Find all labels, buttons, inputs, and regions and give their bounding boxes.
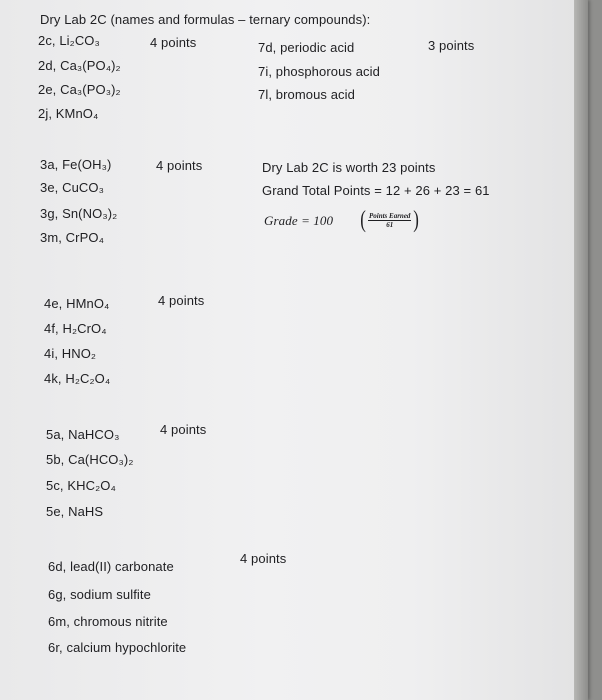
group5-item-2: 5b, Ca(HCO₃)₂ xyxy=(46,452,134,467)
group2-item-4: 2j, KMnO₄ xyxy=(38,106,99,121)
page-shadow-edge xyxy=(574,0,588,700)
grade-fraction xyxy=(358,205,421,235)
group7-item-1: 7d, periodic acid xyxy=(258,40,355,55)
group6-item-2: 6g, sodium sulfite xyxy=(48,587,151,602)
group3-item-4: 3m, CrPO₄ xyxy=(40,230,104,245)
group3-item-2: 3e, CuCO₃ xyxy=(40,180,104,195)
group5-item-4: 5e, NaHS xyxy=(46,504,104,519)
group2-points: 4 points xyxy=(150,35,197,50)
fraction-numerator: Points Earned xyxy=(369,211,411,220)
group6-item-3: 6m, chromous nitrite xyxy=(48,614,168,629)
group4-item-3: 4i, HNO₂ xyxy=(44,346,97,361)
group6-points: 4 points xyxy=(240,551,287,566)
group3-item-1: 3a, Fe(OH₃) xyxy=(40,157,112,172)
left-paren: ( xyxy=(360,207,366,233)
group4-item-1: 4e, HMnO₄ xyxy=(44,296,110,311)
group4-item-2: 4f, H₂CrO₄ xyxy=(44,321,107,336)
page-title: Dry Lab 2C (names and formulas – ternary compounds): xyxy=(40,12,371,27)
group5-item-3: 5c, KHC₂O₄ xyxy=(46,478,116,493)
group4-points: 4 points xyxy=(158,293,205,308)
group6-item-4: 6r, calcium hypochlorite xyxy=(48,640,187,655)
group2-item-2: 2d, Ca₃(PO₄)₂ xyxy=(38,58,121,73)
group5-points: 4 points xyxy=(160,422,207,437)
group5-item-1: 5a, NaHCO₃ xyxy=(46,427,120,442)
group2-item-3: 2e, Ca₃(PO₃)₂ xyxy=(38,82,121,97)
group4-item-4: 4k, H₂C₂O₄ xyxy=(44,371,111,386)
group7-item-3: 7l, bromous acid xyxy=(258,87,355,102)
fraction-denominator: 61 xyxy=(386,220,394,229)
right-paren: ) xyxy=(413,207,420,233)
group3-points: 4 points xyxy=(156,158,203,173)
worth-text: Dry Lab 2C is worth 23 points xyxy=(262,160,436,175)
group3-item-3: 3g, Sn(NO₃)₂ xyxy=(40,206,118,221)
grand-total-text: Grand Total Points = 12 + 26 + 23 = 61 xyxy=(262,183,490,198)
group7-points: 3 points xyxy=(428,38,475,53)
grade-label: Grade = 100 xyxy=(264,213,334,228)
group6-item-1: 6d, lead(II) carbonate xyxy=(48,559,174,574)
group7-item-2: 7i, phosphorous acid xyxy=(258,64,380,79)
group2-item-1: 2c, Li₂CO₃ xyxy=(38,33,100,48)
fraction xyxy=(368,212,411,229)
